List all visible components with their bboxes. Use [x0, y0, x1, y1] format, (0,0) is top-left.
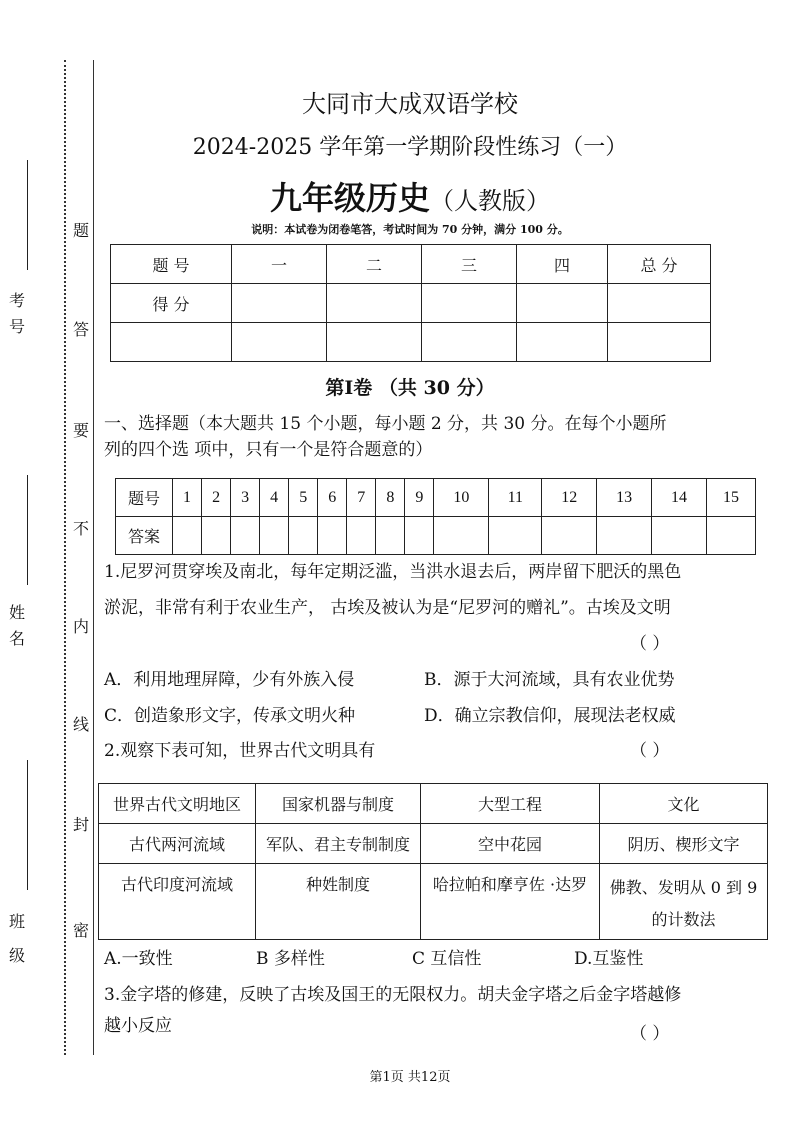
- q2-option-c[interactable]: C 互信性: [412, 949, 482, 969]
- warning-char: 不: [72, 519, 89, 538]
- class-label: 班 级: [8, 912, 25, 965]
- q1-stem-line: 1.尼罗河贯穿埃及南北，每年定期泛滥，当洪水退去后，两岸留下肥沃的黑色: [104, 562, 682, 582]
- civ-header: 文化: [600, 784, 768, 824]
- answer-cell[interactable]: [260, 517, 289, 555]
- page-number: 第1页 共12页: [369, 1070, 451, 1085]
- civ-cell: 佛教、发明从 0 到 9 的计数法: [600, 864, 768, 940]
- subject-title: 九年级历史（人教版）: [269, 179, 550, 217]
- exam-note: 说明：本试卷为闭卷笔答，考试时间为 70 分钟，满分 100 分。: [251, 223, 569, 236]
- question-number: 10: [434, 479, 489, 517]
- binding-dotted-line: [64, 60, 66, 1055]
- answer-cell[interactable]: [434, 517, 489, 555]
- civ-cell: 种姓制度: [256, 864, 421, 940]
- question-number: 1: [173, 479, 202, 517]
- part-title: 第Ⅰ卷 （共 30 分）: [325, 377, 495, 399]
- answer-grid-label: 题号: [116, 479, 173, 517]
- score-cell[interactable]: [232, 323, 327, 362]
- exam-term: 2024-2025 学年第一学期阶段性练习（一）: [192, 135, 628, 160]
- score-cell[interactable]: [232, 284, 327, 323]
- answer-cell[interactable]: [231, 517, 260, 555]
- score-header: 总 分: [608, 245, 711, 284]
- question-number: 8: [376, 479, 405, 517]
- q1-option-d[interactable]: D．确立宗教信仰，展现法老权威: [424, 706, 676, 726]
- answer-cell[interactable]: [173, 517, 202, 555]
- score-cell[interactable]: [608, 323, 711, 362]
- score-header: 一: [232, 245, 327, 284]
- q1-option-c[interactable]: C．创造象形文字，传承文明火种: [104, 706, 356, 726]
- question-number: 3: [231, 479, 260, 517]
- question-number: 6: [318, 479, 347, 517]
- instruction-line: 一、选择题（本大题共 15 个小题，每小题 2 分，共 30 分。在每个小题所: [104, 414, 667, 434]
- civ-header: 世界古代文明地区: [99, 784, 256, 824]
- score-cell[interactable]: [327, 323, 422, 362]
- class-line: [27, 760, 28, 890]
- binding-solid-line: [93, 60, 94, 1055]
- instruction-line: 列的四个选 项中，只有一个是符合题意的）: [104, 440, 433, 460]
- q1-answer-paren: （ ）: [630, 634, 670, 654]
- score-cell[interactable]: [517, 284, 608, 323]
- score-table: [110, 244, 711, 362]
- q1-stem-line: 淤泥，非常有利于农业生产， 古埃及被认为是“尼罗河的赠礼”。古埃及文明: [104, 598, 671, 618]
- answer-cell[interactable]: [347, 517, 376, 555]
- name-line: [27, 475, 28, 585]
- answer-cell[interactable]: [376, 517, 405, 555]
- answer-cell[interactable]: [202, 517, 231, 555]
- warning-char: 封: [72, 815, 89, 834]
- score-cell[interactable]: [422, 323, 517, 362]
- answer-grid: [115, 478, 756, 555]
- score-header: 四: [517, 245, 608, 284]
- warning-char: 内: [72, 617, 89, 636]
- question-number: 15: [707, 479, 756, 517]
- q3-answer-paren: （ ）: [630, 1024, 670, 1044]
- question-number: 2: [202, 479, 231, 517]
- civ-header: 国家机器与制度: [256, 784, 421, 824]
- score-cell: [111, 323, 232, 362]
- question-number: 12: [542, 479, 597, 517]
- score-cell[interactable]: [608, 284, 711, 323]
- question-number: 9: [405, 479, 434, 517]
- score-cell[interactable]: [517, 323, 608, 362]
- civ-cell: 哈拉帕和摩亨佐 ·达罗: [421, 864, 600, 940]
- q2-option-b[interactable]: B 多样性: [256, 949, 325, 969]
- score-header: 二: [327, 245, 422, 284]
- answer-cell[interactable]: [318, 517, 347, 555]
- q2-option-d[interactable]: D.互鉴性: [574, 949, 644, 969]
- civ-header: 大型工程: [421, 784, 600, 824]
- answer-cell[interactable]: [652, 517, 707, 555]
- answer-grid-label: 答案: [116, 517, 173, 555]
- civ-cell: 空中花园: [421, 824, 600, 864]
- answer-cell[interactable]: [289, 517, 318, 555]
- answer-cell[interactable]: [489, 517, 542, 555]
- civ-cell: 阴历、楔形文字: [600, 824, 768, 864]
- q2-answer-paren: （ ）: [630, 741, 670, 761]
- civ-cell: 军队、君主专制制度: [256, 824, 421, 864]
- school-name: 大同市大成双语学校: [302, 90, 518, 118]
- question-number: 11: [489, 479, 542, 517]
- score-header: 三: [422, 245, 517, 284]
- score-header: 题 号: [111, 245, 232, 284]
- q2-option-a[interactable]: A.一致性: [104, 949, 173, 969]
- exam-no-line: [27, 160, 28, 270]
- q1-option-a[interactable]: A．利用地理屏障，少有外族入侵: [104, 670, 355, 690]
- score-cell[interactable]: [327, 284, 422, 323]
- warning-char: 密: [72, 921, 89, 940]
- civ-cell: 古代印度河流域: [99, 864, 256, 940]
- civilization-table: [98, 783, 768, 940]
- question-number: 5: [289, 479, 318, 517]
- question-number: 4: [260, 479, 289, 517]
- answer-cell[interactable]: [405, 517, 434, 555]
- exam-no-label: 考 号: [8, 291, 25, 336]
- score-cell[interactable]: [422, 284, 517, 323]
- q3-stem-line: 3.金字塔的修建，反映了古埃及国王的无限权力。胡夫金字塔之后金字塔越修: [104, 985, 682, 1005]
- answer-cell[interactable]: [542, 517, 597, 555]
- question-number: 14: [652, 479, 707, 517]
- q1-option-b[interactable]: B．源于大河流域，具有农业优势: [424, 670, 675, 690]
- warning-char: 线: [72, 715, 89, 734]
- warning-char: 题: [72, 221, 89, 240]
- q3-stem-line: 越小反应: [104, 1016, 172, 1036]
- question-number: 13: [597, 479, 652, 517]
- warning-char: 答: [72, 320, 89, 339]
- score-row-label: 得 分: [111, 284, 232, 323]
- civ-cell: 古代两河流域: [99, 824, 256, 864]
- name-label: 姓 名: [8, 603, 25, 648]
- q2-stem: 2.观察下表可知，世界古代文明具有: [104, 741, 376, 761]
- question-number: 7: [347, 479, 376, 517]
- answer-cell[interactable]: [707, 517, 756, 555]
- answer-cell[interactable]: [597, 517, 652, 555]
- warning-char: 要: [72, 421, 89, 440]
